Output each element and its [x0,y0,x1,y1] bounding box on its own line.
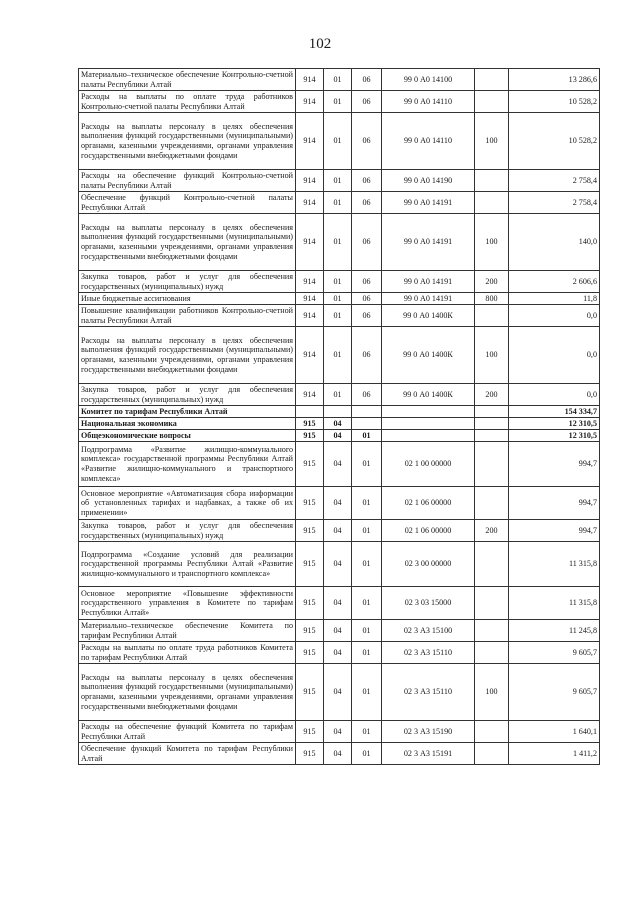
row-amount: 11 315,8 [509,542,600,587]
row-subsection-code: 06 [352,214,382,271]
row-section-code: 04 [324,418,352,430]
row-ministry-code: 914 [296,91,324,113]
row-amount: 2 758,4 [509,192,600,214]
row-expense-type [475,192,509,214]
row-ministry-code: 914 [296,214,324,271]
row-amount: 13 286,6 [509,69,600,91]
row-expense-type [475,305,509,327]
table-row [79,520,600,542]
row-ministry-code: 915 [296,664,324,721]
row-ministry-code: 914 [296,305,324,327]
row-target-article: 02 3 03 15000 [382,587,475,620]
table-row [79,69,600,91]
row-subsection-code: 01 [352,587,382,620]
row-target-article: 99 0 А0 14190 [382,170,475,192]
row-target-article: 02 3 А3 15110 [382,642,475,664]
table-row [79,406,600,418]
row-name-cell: Закупка товаров, работ и услуг для обеспечения государственных (муниципальных) нужд [79,384,296,406]
row-amount: 994,7 [509,487,600,520]
row-ministry-code: 914 [296,69,324,91]
row-ministry-code: 915 [296,743,324,765]
row-subsection-code [352,418,382,430]
row-section-code: 01 [324,69,352,91]
row-subsection-code: 06 [352,91,382,113]
table-row [79,418,600,430]
row-expense-type [475,642,509,664]
row-subsection-code: 06 [352,192,382,214]
row-expense-type: 200 [475,520,509,542]
row-ministry-code: 914 [296,271,324,293]
row-expense-type: 100 [475,214,509,271]
row-ministry-code: 915 [296,418,324,430]
table-row [79,721,600,743]
row-expense-type [475,418,509,430]
row-subsection-code: 01 [352,743,382,765]
row-amount: 2 758,4 [509,170,600,192]
row-target-article: 99 0 А0 14110 [382,113,475,170]
row-target-article [382,406,475,418]
row-expense-type [475,170,509,192]
row-expense-type [475,743,509,765]
row-ministry-code: 915 [296,430,324,442]
row-ministry-code: 914 [296,327,324,384]
budget-table-body [79,69,600,765]
row-amount: 0,0 [509,305,600,327]
row-amount: 0,0 [509,384,600,406]
row-name-cell: Расходы на обеспечение функций Контрольно-счетной палаты Республики Алтай [79,170,296,192]
table-row [79,430,600,442]
row-name-cell: Обеспечение функций Контрольно-счетной палаты Республики Алтай [79,192,296,214]
row-name-cell: Обеспечение функций Комитета по тарифам Республики Алтай [79,743,296,765]
row-section-code: 01 [324,170,352,192]
row-name-cell: Иные бюджетные ассигнования [79,293,296,305]
row-name-cell: Расходы на обеспечение функций Комитета по тарифам Республики Алтай [79,721,296,743]
row-amount: 11,8 [509,293,600,305]
row-subsection-code: 01 [352,721,382,743]
row-name-cell: Подпрограмма «Развитие жилищно-коммунального комплекса» государственной программы Республики Алтай «Развитие жилищно-коммунального и транспортного комплекса» [79,442,296,487]
row-section-code: 01 [324,91,352,113]
row-ministry-code: 914 [296,170,324,192]
row-section-code: 01 [324,113,352,170]
row-amount: 140,0 [509,214,600,271]
row-target-article: 99 0 А0 1400К [382,305,475,327]
row-expense-type: 800 [475,293,509,305]
row-subsection-code: 06 [352,113,382,170]
row-expense-type [475,430,509,442]
table-row [79,327,600,384]
table-row [79,170,600,192]
row-name-cell: Расходы на выплаты персоналу в целях обеспечения выполнения функций государственными (муниципальными) органами, казенными учреждениями, органами управления государственными внебюджетными фондами [79,214,296,271]
table-row [79,642,600,664]
row-expense-type [475,587,509,620]
row-target-article: 02 1 06 00000 [382,520,475,542]
row-ministry-code: 915 [296,620,324,642]
row-subsection-code: 01 [352,642,382,664]
row-target-article [382,418,475,430]
row-ministry-code: 915 [296,721,324,743]
row-subsection-code: 06 [352,293,382,305]
row-subsection-code: 01 [352,487,382,520]
row-ministry-code [296,406,324,418]
row-subsection-code: 01 [352,620,382,642]
row-ministry-code: 914 [296,113,324,170]
table-row [79,542,600,587]
row-target-article: 99 0 А0 14110 [382,91,475,113]
table-row [79,384,600,406]
table-row [79,192,600,214]
row-expense-type [475,91,509,113]
row-subsection-code: 01 [352,442,382,487]
row-expense-type: 100 [475,664,509,721]
table-row [79,587,600,620]
row-name-cell: Повышение квалификации работников Контрольно-счетной палаты Республики Алтай [79,305,296,327]
row-section-code: 01 [324,384,352,406]
row-amount: 994,7 [509,442,600,487]
row-section-code: 04 [324,542,352,587]
row-section-code: 04 [324,430,352,442]
row-expense-type [475,487,509,520]
row-ministry-code: 915 [296,642,324,664]
row-amount: 11 315,8 [509,587,600,620]
row-target-article: 02 3 А3 15110 [382,664,475,721]
row-section-code: 04 [324,642,352,664]
row-ministry-code: 915 [296,587,324,620]
row-ministry-code: 914 [296,293,324,305]
row-name-cell: Подпрограмма «Создание условий для реализации государственной программы Республики Алтай «Развитие жилищно-коммунального и транспортного комплекса» [79,542,296,587]
row-amount: 994,7 [509,520,600,542]
row-subsection-code: 01 [352,542,382,587]
row-target-article: 99 0 А0 14191 [382,271,475,293]
row-section-code: 04 [324,487,352,520]
row-expense-type [475,406,509,418]
row-target-article: 99 0 А0 14100 [382,69,475,91]
row-amount: 1 640,1 [509,721,600,743]
row-name-cell: Материально–техническое обеспечение Комитета по тарифам Республики Алтай [79,620,296,642]
row-name-cell: Закупка товаров, работ и услуг для обеспечения государственных (муниципальных) нужд [79,520,296,542]
table-row [79,91,600,113]
row-expense-type [475,442,509,487]
row-section-code: 01 [324,293,352,305]
row-name-cell: Расходы на выплаты персоналу в целях обеспечения выполнения функций государственными (муниципальными) органами, казенными учреждениями, органами управления государственными внебюджетными фондами [79,664,296,721]
row-amount: 1 411,2 [509,743,600,765]
row-name-cell: Материально–техническое обеспечение Контрольно-счетной палаты Республики Алтай [79,69,296,91]
row-section-code [324,406,352,418]
row-name-cell: Закупка товаров, работ и услуг для обеспечения государственных (муниципальных) нужд [79,271,296,293]
row-target-article: 02 3 А3 15100 [382,620,475,642]
row-name-cell: Основное мероприятие «Повышение эффективности государственного управления в Комитете по тарифам Республики Алтай» [79,587,296,620]
row-target-article: 02 1 00 00000 [382,442,475,487]
row-amount: 12 310,5 [509,430,600,442]
row-amount: 10 528,2 [509,91,600,113]
row-subsection-code: 06 [352,384,382,406]
row-amount: 0,0 [509,327,600,384]
table-row [79,214,600,271]
row-amount: 11 245,8 [509,620,600,642]
row-section-code: 01 [324,305,352,327]
table-row [79,487,600,520]
table-row [79,271,600,293]
row-amount: 2 606,6 [509,271,600,293]
row-section-code: 04 [324,442,352,487]
row-subsection-code: 01 [352,520,382,542]
row-amount: 12 310,5 [509,418,600,430]
row-expense-type [475,620,509,642]
row-expense-type: 200 [475,384,509,406]
row-amount: 9 605,7 [509,664,600,721]
row-section-code: 04 [324,520,352,542]
row-ministry-code: 915 [296,520,324,542]
row-ministry-code: 914 [296,384,324,406]
row-name-cell: Расходы на выплаты персоналу в целях обеспечения выполнения функций государственными (муниципальными) органами, казенными учреждениями, органами управления государственными внебюджетными фондами [79,113,296,170]
row-name-cell: Комитет по тарифам Республики Алтай [79,406,296,418]
row-name-cell: Расходы на выплаты по оплате труда работников Комитета по тарифам Республики Алтай [79,642,296,664]
row-amount: 9 605,7 [509,642,600,664]
row-target-article: 99 0 А0 1400К [382,327,475,384]
row-name-cell: Национальная экономика [79,418,296,430]
row-section-code: 04 [324,664,352,721]
budget-table [78,68,600,765]
row-ministry-code: 914 [296,192,324,214]
table-row [79,743,600,765]
row-expense-type [475,542,509,587]
table-row [79,664,600,721]
row-subsection-code: 06 [352,170,382,192]
row-target-article: 02 3 А3 15190 [382,721,475,743]
row-section-code: 01 [324,214,352,271]
row-section-code: 01 [324,327,352,384]
row-subsection-code: 06 [352,305,382,327]
row-target-article: 02 3 А3 15191 [382,743,475,765]
page-number: 102 [308,36,332,52]
row-target-article: 99 0 А0 14191 [382,293,475,305]
row-name-cell: Общеэкономические вопросы [79,430,296,442]
row-subsection-code: 01 [352,430,382,442]
row-expense-type: 100 [475,113,509,170]
row-name-cell: Расходы на выплаты по оплате труда работников Контрольно-счетной палаты Республики Алтай [79,91,296,113]
row-target-article: 99 0 А0 14191 [382,214,475,271]
row-section-code: 04 [324,587,352,620]
row-expense-type: 200 [475,271,509,293]
row-subsection-code: 06 [352,271,382,293]
row-name-cell: Основное мероприятие «Автоматизация сбора информации об установленных тарифах и надбавках, а также об их применении» [79,487,296,520]
row-subsection-code: 01 [352,664,382,721]
row-section-code: 01 [324,192,352,214]
row-name-cell: Расходы на выплаты персоналу в целях обеспечения выполнения функций государственными (муниципальными) органами, казенными учреждениями, органами управления государственными внебюджетными фондами [79,327,296,384]
row-expense-type: 100 [475,327,509,384]
row-target-article: 02 1 06 00000 [382,487,475,520]
row-ministry-code: 915 [296,542,324,587]
row-amount: 10 528,2 [509,113,600,170]
table-row [79,113,600,170]
row-section-code: 04 [324,743,352,765]
row-ministry-code: 915 [296,442,324,487]
row-section-code: 04 [324,620,352,642]
row-expense-type [475,69,509,91]
row-section-code: 01 [324,271,352,293]
row-subsection-code: 06 [352,327,382,384]
row-target-article: 99 0 А0 1400К [382,384,475,406]
table-row [79,620,600,642]
row-expense-type [475,721,509,743]
row-amount: 154 334,7 [509,406,600,418]
row-section-code: 04 [324,721,352,743]
table-row [79,442,600,487]
table-row [79,293,600,305]
row-ministry-code: 915 [296,487,324,520]
table-row [79,305,600,327]
row-target-article: 02 3 00 00000 [382,542,475,587]
row-target-article [382,430,475,442]
row-subsection-code: 06 [352,69,382,91]
row-subsection-code [352,406,382,418]
row-target-article: 99 0 А0 14191 [382,192,475,214]
